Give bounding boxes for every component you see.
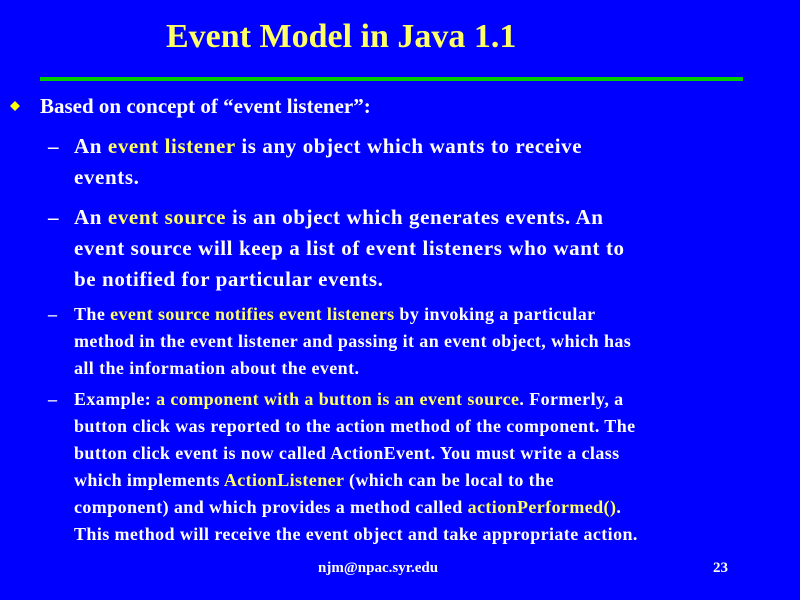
text-run: events.	[74, 165, 140, 189]
sub-item-line	[74, 162, 582, 193]
sub-item-line	[74, 413, 638, 440]
text-run: component) and which provides a method called	[74, 497, 468, 517]
text-run: event source will keep a list of event listeners who want to	[74, 236, 625, 260]
text-run: Example:	[74, 389, 157, 409]
highlighted-term: event source notifies event listeners	[110, 304, 395, 324]
slide-title: Event Model in Java 1.1	[166, 18, 517, 55]
highlighted-term: event source	[107, 205, 227, 229]
text-run: method in the event listener and passing it an event object, which has	[74, 331, 632, 351]
sub-item-line	[74, 355, 631, 382]
text-run: all the information about the event.	[74, 358, 360, 378]
sub-item-line	[74, 328, 631, 355]
sub-item-body	[74, 301, 631, 382]
sub-item-dash: –	[48, 134, 60, 158]
page-number: 23	[713, 560, 728, 576]
main-bullet-text: Based on concept of “event listener”:	[40, 94, 371, 118]
text-run: is an object which generates events. An	[226, 205, 604, 229]
text-run: (which can be local to the	[344, 470, 554, 490]
diamond-bullet-icon	[10, 101, 20, 111]
highlighted-term: actionPerformed()	[467, 497, 617, 517]
sub-item-line	[74, 386, 638, 413]
text-run: button click event is now called ActionEvent. You must write a class	[74, 443, 620, 463]
sub-item-body	[74, 386, 638, 548]
footer-email: njm@npac.syr.edu	[318, 560, 439, 576]
title-divider	[40, 77, 743, 81]
sub-item-line	[74, 131, 582, 162]
sub-item-line	[74, 494, 638, 521]
sub-item-line	[74, 202, 625, 233]
text-run: .	[616, 497, 622, 517]
sub-item-body	[74, 131, 582, 193]
text-run: is any object which wants to receive	[235, 134, 583, 158]
sub-item-line	[74, 233, 625, 264]
text-run: by invoking a particular	[394, 304, 596, 324]
highlighted-term: ActionListener	[223, 470, 345, 490]
sub-item-dash: –	[48, 389, 58, 409]
sub-item-body	[74, 202, 625, 295]
highlighted-term: event listener	[107, 134, 236, 158]
text-run: The	[74, 304, 111, 324]
text-run: An	[74, 134, 108, 158]
sub-item-dash: –	[48, 304, 58, 324]
sub-item-line	[74, 521, 638, 548]
sub-item-line	[74, 467, 638, 494]
text-run: button click was reported to the action method of the component. The	[74, 416, 636, 436]
text-run: This method will receive the event object and take appropriate action.	[74, 524, 638, 544]
sub-item-line	[74, 440, 638, 467]
sub-item-line	[74, 301, 631, 328]
highlighted-term: a component with a button is an event source	[156, 389, 520, 409]
text-run: . Formerly, a	[519, 389, 624, 409]
sub-item-line	[74, 264, 625, 295]
sub-item-dash: –	[48, 205, 60, 229]
text-run: An	[74, 205, 108, 229]
text-run: which implements	[74, 470, 224, 490]
text-run: be notified for particular events.	[74, 267, 384, 291]
